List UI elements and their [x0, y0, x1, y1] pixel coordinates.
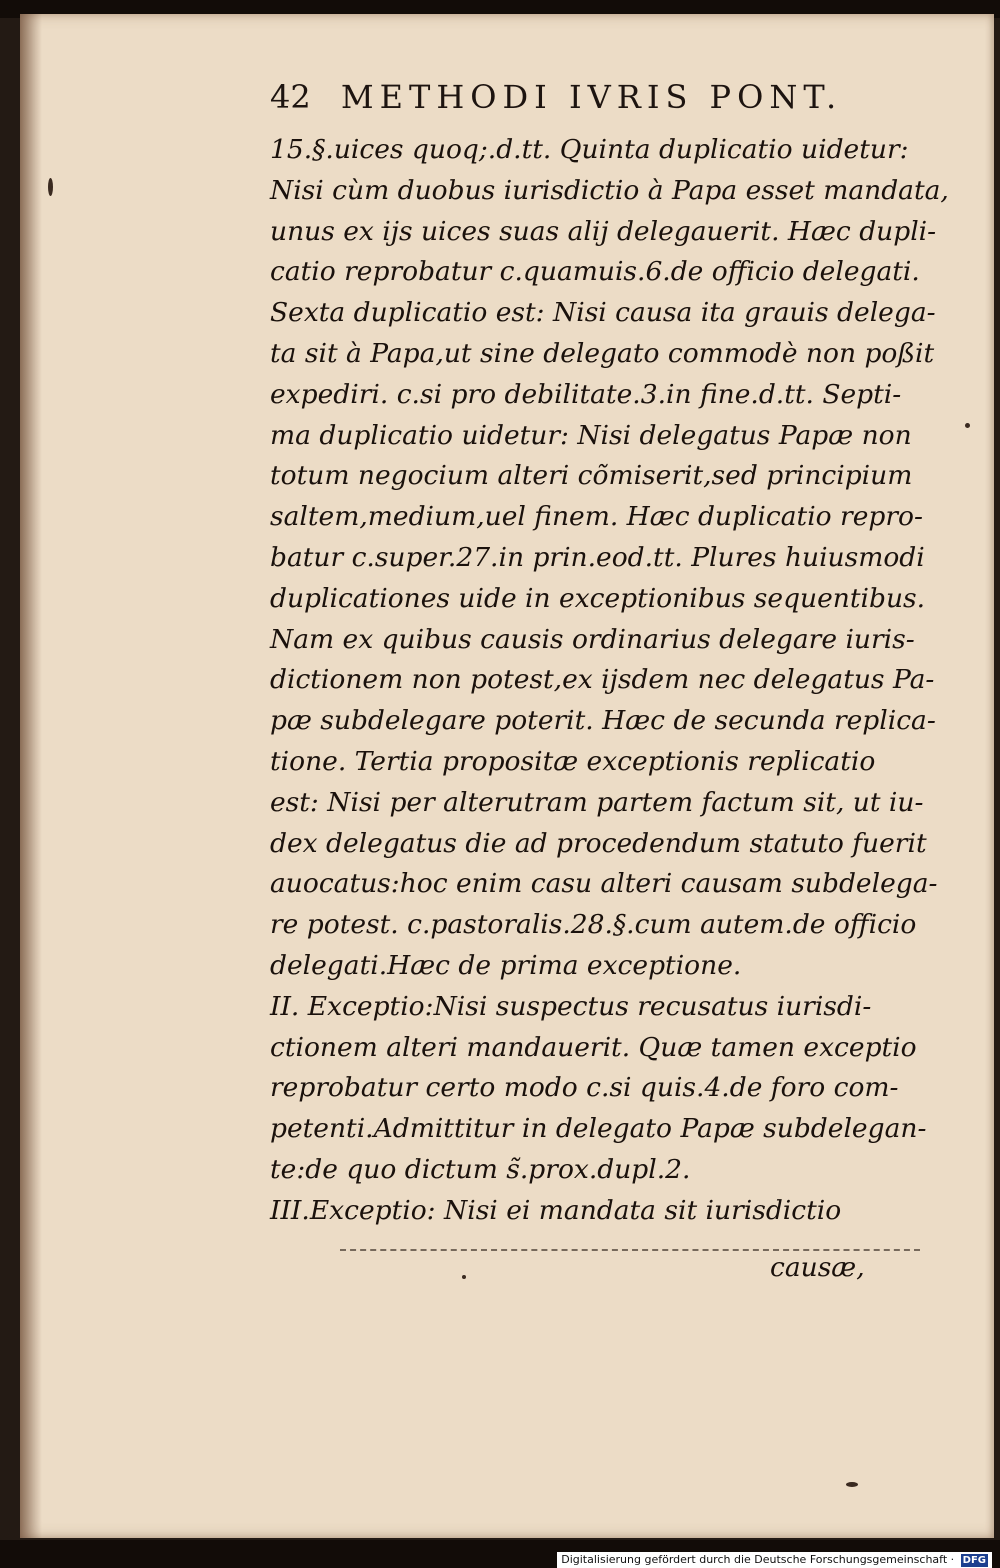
text-line: ta sit à Papa,ut sine delegato commodè non poßit	[270, 337, 935, 369]
text-line: reprobatur certo modo c.si quis.4.de foro com-	[270, 1072, 899, 1104]
text-line: Nam ex quibus causis ordinarius delegare iuris-	[270, 623, 915, 655]
text-line: auocatus:hoc enim casu alteri causam subdelega-	[270, 868, 938, 900]
text-line: Nisi cùm duobus iurisdictio à Papa esset mandata,	[270, 174, 949, 206]
ink-speck	[846, 1482, 858, 1487]
spine-shadow	[20, 14, 42, 1538]
text-line: re potest. c.pastoralis.28.§.cum autem.de officio	[270, 909, 917, 941]
ink-speck	[48, 178, 53, 196]
text-line: saltem,medium,uel finem. Hæc duplicatio repro-	[270, 501, 923, 533]
text-line: catio reprobatur c.quamuis.6.de officio delegati.	[270, 256, 920, 288]
text-line: te:de quo dictum s̃.prox.dupl.2.	[270, 1153, 691, 1185]
ink-speck	[965, 423, 970, 428]
text-line: unus ex ijs uices suas alij delegauerit. Hæc dupli-	[270, 215, 937, 247]
credit-text: Digitalisierung gefördert durch die Deutsche Forschungsgemeinschaft ·	[561, 1553, 955, 1566]
catchword: causæ,	[770, 1252, 865, 1283]
text-line: Sexta duplicatio est: Nisi causa ita grauis delega-	[270, 297, 936, 329]
ink-speck	[462, 1275, 466, 1279]
text-line: 15.§.uices quoq;.d.tt. Quinta duplicatio uidetur:	[270, 134, 909, 165]
page-number: 42	[270, 78, 311, 116]
text-line: est: Nisi per alterutram partem factum sit, ut iu-	[270, 786, 924, 818]
text-line: tione. Tertia propositæ exceptionis replicatio	[270, 745, 876, 777]
text-line: expediri. c.si pro debilitate.3.in fine.d.tt. Septi-	[270, 378, 902, 410]
dfg-logo: DFG	[962, 1555, 986, 1566]
text-line: pæ subdelegare poterit. Hæc de secunda replica-	[270, 705, 936, 737]
body-text	[270, 130, 949, 1232]
text-line: ctionem alteri mandauerit. Quæ tamen exceptio	[270, 1031, 917, 1063]
text-line: petenti.Admittitur in delegato Papæ subdelegan-	[270, 1113, 927, 1145]
text-line: batur c.super.27.in prin.eod.tt. Plures huiusmodi	[270, 541, 925, 573]
text-line: ma duplicatio uidetur: Nisi delegatus Papæ non	[270, 419, 912, 451]
text-line: duplicationes uide in exceptionibus sequentibus.	[270, 582, 926, 614]
running-title: METHODI IVRIS PONT.	[340, 78, 843, 116]
text-line: II. Exceptio:Nisi suspectus recusatus iurisdi-	[270, 990, 872, 1022]
running-header	[270, 78, 870, 128]
text-line: dictionem non potest,ex ijsdem nec delegatus Pa-	[270, 664, 935, 696]
text-line: delegati.Hæc de prima exceptione.	[270, 949, 742, 981]
text-line: dex delegatus die ad procedendum statuto fuerit	[270, 827, 927, 859]
text-line: III.Exceptio: Nisi ei mandata sit iurisdictio	[270, 1194, 842, 1226]
text-line: totum negocium alteri cõmiserit,sed principium	[270, 460, 913, 492]
digitization-credit	[557, 1552, 992, 1568]
